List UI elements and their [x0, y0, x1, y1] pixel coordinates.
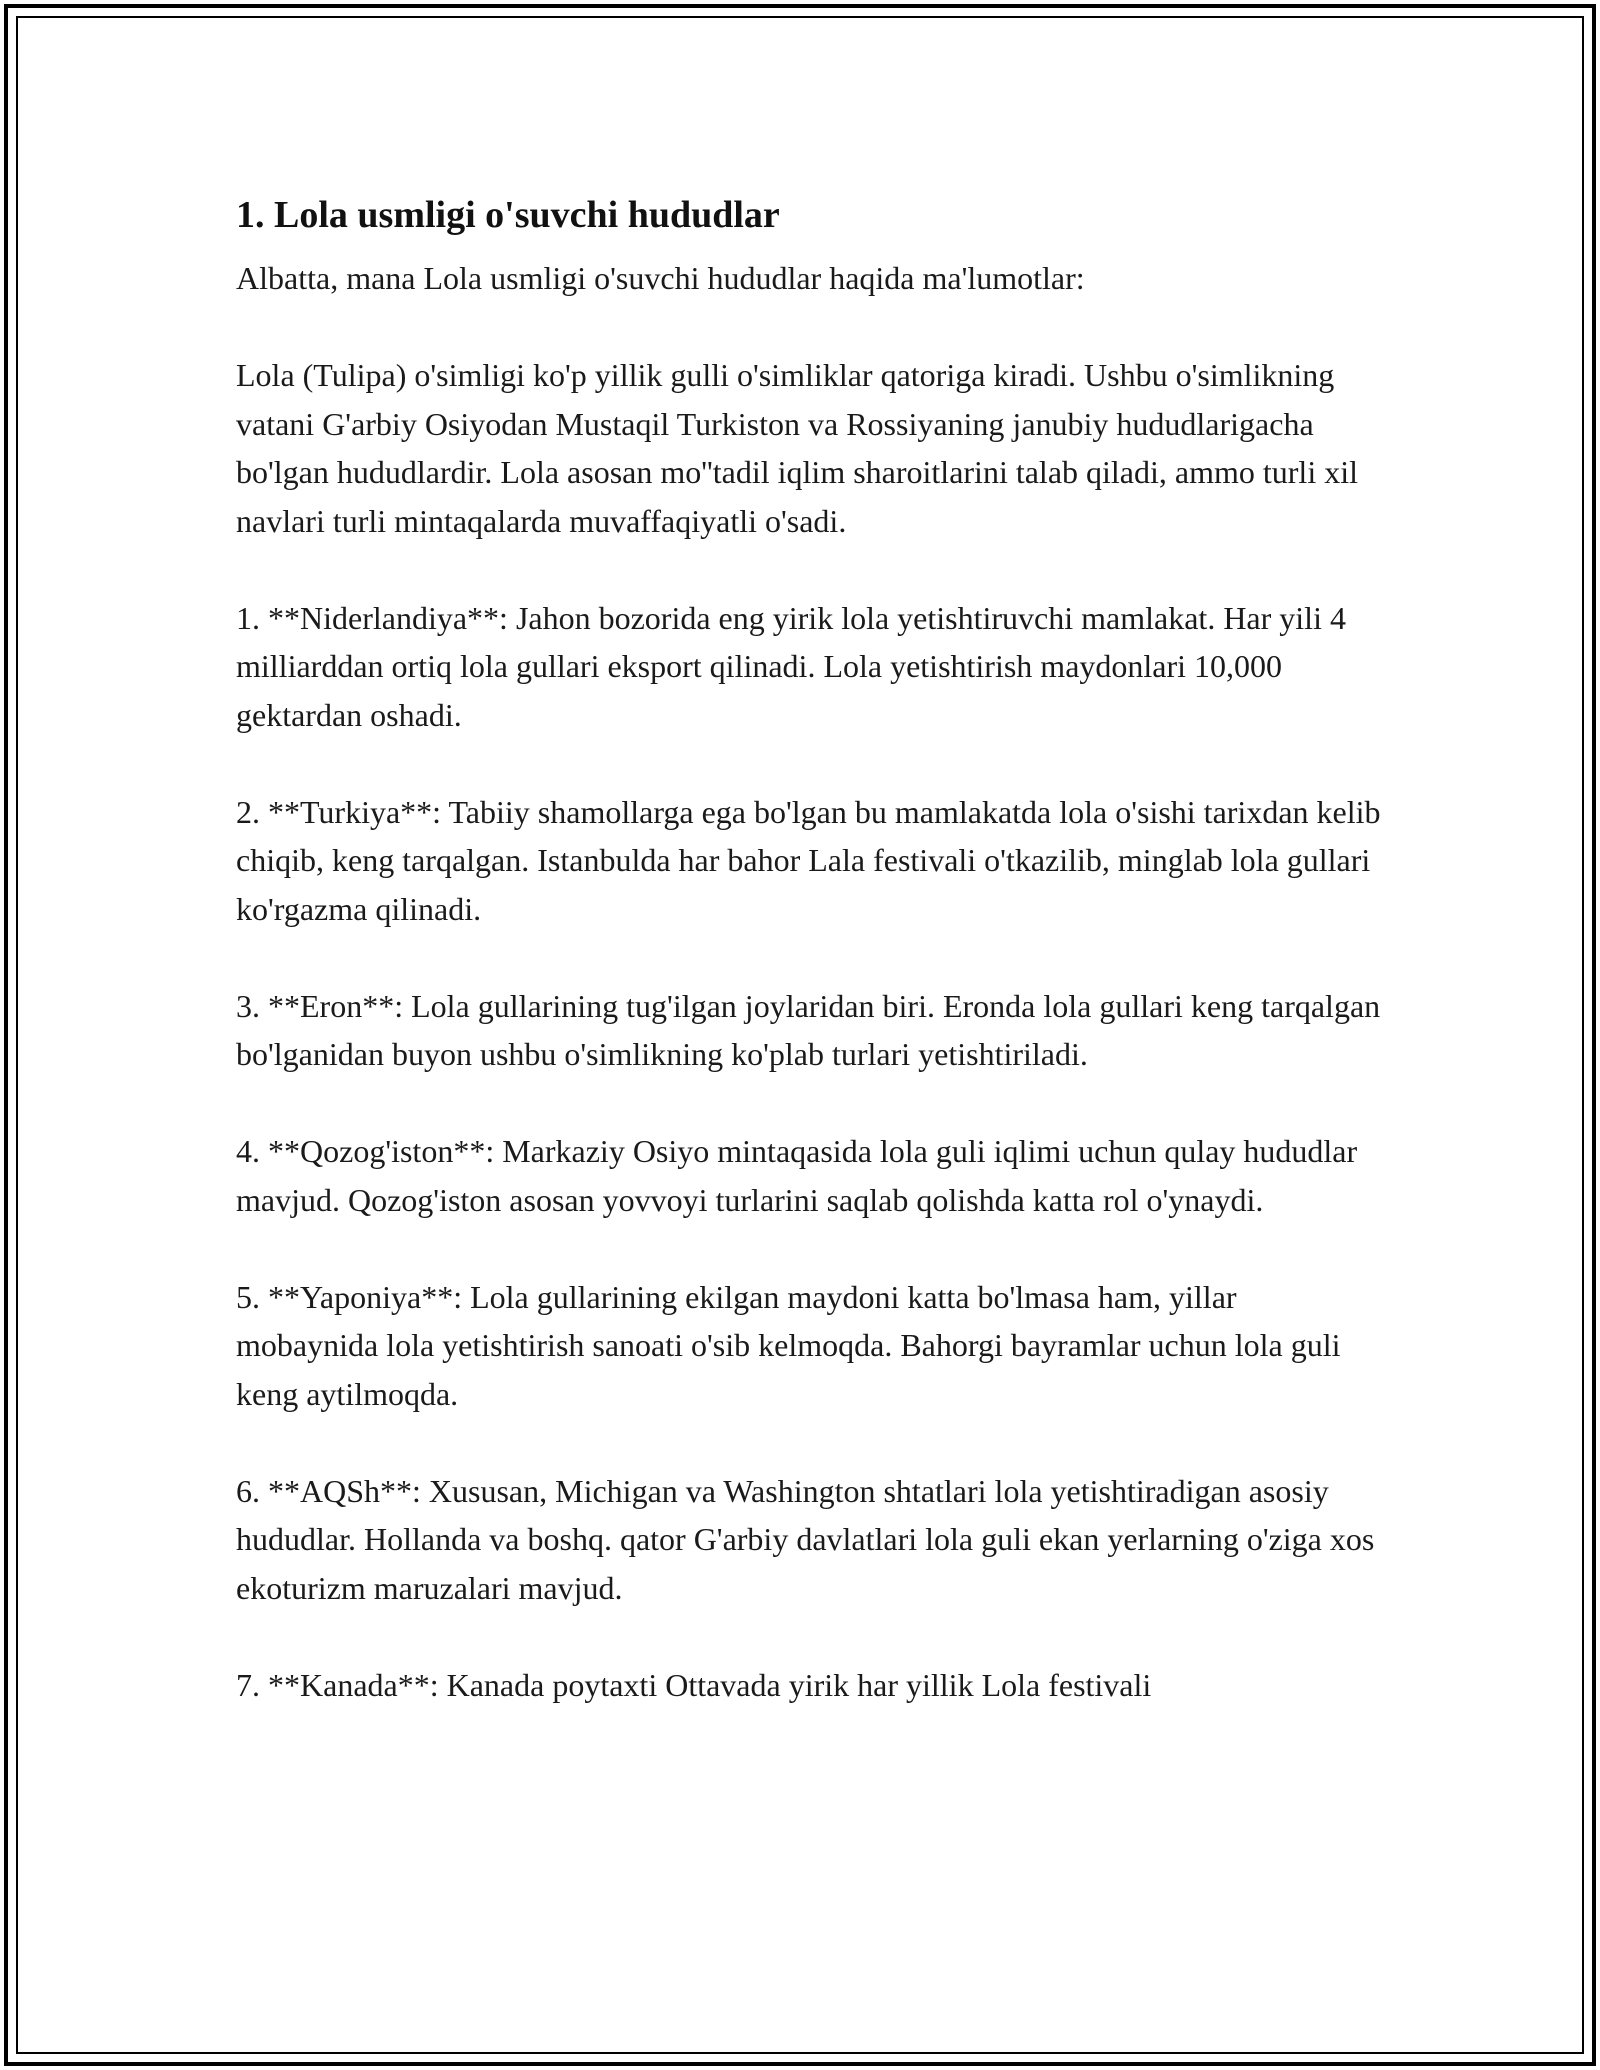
document-title: 1. Lola usmligi o'suvchi hududlar — [236, 194, 780, 236]
list-item-turkiya: 2. **Turkiya**: Tabiiy shamollarga ega bo'lgan bu mamlakatda lola o'sishi tarixdan kelib chiqib, keng tarqalgan. Istanbulda har bahor Lala festivali o'tkazilib, minglab lola gullari ko'rgazma qilinadi. — [236, 793, 1389, 927]
list-item-kanada: 7. **Kanada**: Kanada poytaxti Ottavada yirik har yillik Lola festivali — [236, 1666, 1152, 1703]
list-item-qozogiston: 4. **Qozog'iston**: Markaziy Osiyo mintaqasida lola guli iqlimi uchun qulay hududlar mavjud. Qozog'iston asosan yovvoyi turlarini saqlab qolishda katta rol o'ynaydi. — [236, 1133, 1366, 1218]
document-body — [236, 188, 1389, 1758]
list-item-aqsh: 6. **AQSh**: Xususan, Michigan va Washington shtatlari lola yetishtiradigan asosiy hududlar. Hollanda va boshq. qator G'arbiy davlatlari lola guli ekan yerlarning o'ziga xos ekoturizm maruzalari mavjud. — [236, 1472, 1383, 1606]
intro-paragraph: Albatta, mana Lola usmligi o'suvchi hududlar haqida ma'lumotlar: — [236, 260, 1085, 296]
list-item-niderlandiya: 1. **Niderlandiya**: Jahon bozorida eng yirik lola yetishtiruvchi mamlakat. Har yili 4 milliarddan ortiq lola gullari eksport qilinadi. Lola yetishtirish maydonlari 10,000 gektardan oshadi. — [236, 599, 1354, 733]
list-item-yaponiya: 5. **Yaponiya**: Lola gullarining ekilgan maydoni katta bo'lmasa ham, yillar mobaynida lola yetishtirish sanoati o'sib kelmoqda. Bahorgi bayramlar uchun lola guli keng aytilmoqda. — [236, 1278, 1349, 1412]
list-item-eron: 3. **Eron**: Lola gullarining tug'ilgan joylaridan biri. Eronda lola gullari keng tarqalgan bo'lganidan buyon ushbu o'simlikning ko'plab turlari yetishtiriladi. — [236, 987, 1389, 1072]
description-paragraph: Lola (Tulipa) o'simligi ko'p yillik gulli o'simliklar qatoriga kiradi. Ushbu o'simlikning vatani G'arbiy Osiyodan Mustaqil Turkiston va Rossiyaning janubiy hududlarigacha bo'lgan hududlardir. Lola asosan mo''tadil iqlim sharoitlarini talab qiladi, ammo turli xil navlari turli mintaqalarda muvaffaqiyatli o'sadi. — [236, 357, 1366, 539]
